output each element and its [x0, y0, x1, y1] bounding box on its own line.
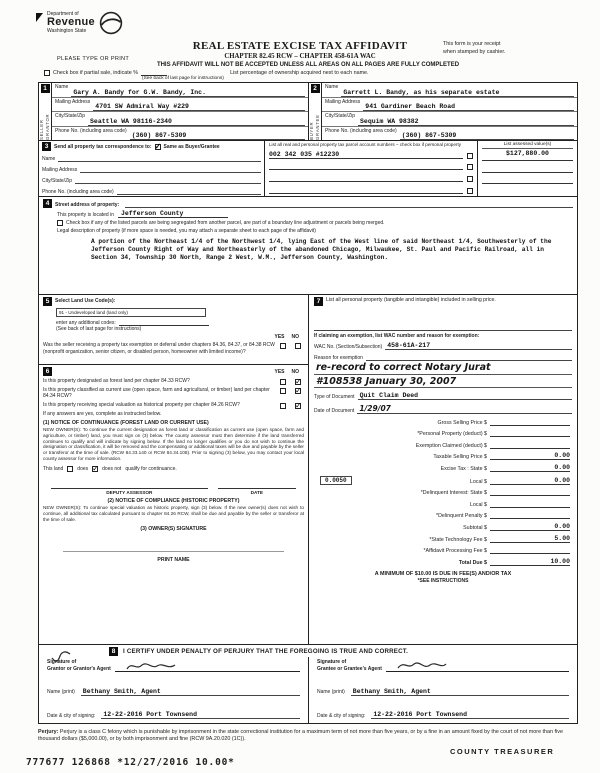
grantee-band-labels [309, 93, 321, 140]
personal-property-deduct-row: *Personal Property (deduct) $ [314, 429, 572, 437]
see-back-note-sec5: (See back of last page for instructions) [56, 326, 142, 332]
parcel-2-personal-checkbox[interactable] [467, 164, 473, 170]
partial-sale-percent-field[interactable] [141, 69, 167, 76]
logo-text [47, 11, 95, 34]
section-6-badge: 6 [43, 367, 52, 376]
section-5 [39, 295, 308, 365]
grantee-date-city-field[interactable]: 12-22-2016 Port Townsend [371, 711, 569, 719]
grantor-address-label: Mailing Address [55, 98, 91, 105]
continuance-does-checkbox[interactable] [67, 466, 73, 472]
grantee-band-grantee: GRANTEE [315, 114, 320, 140]
deputy-date-field[interactable] [218, 480, 296, 489]
notice-compliance-text: NEW OWNER(S): To continue special valuation as historic property, sign (3) below. If the new owner(s) does not wish to continue, all additional tax calculated pursuant to chapter 84.26 RCW, shall be due and payable by the seller or transferor at the time of sale. [43, 505, 304, 522]
section-2-grantee [308, 83, 577, 140]
forest-no-checkbox[interactable] [295, 379, 301, 385]
local-excise-tax-row: 0.0050 Local $ 0.00 [314, 476, 572, 485]
assessed-value-field-3[interactable] [482, 173, 573, 185]
parcel-row-1 [269, 148, 473, 160]
grantor-csz-field[interactable]: Seattle WA 98116-2340 [88, 118, 305, 126]
receipt-note-line-2: when stamped by cashier. [443, 48, 506, 55]
delinquent-interest-local-row: Local $ [314, 500, 572, 508]
land-use-select[interactable]: 91 - Undeveloped land (land only) [56, 308, 206, 317]
county-treasurer-label: COUNTY TREASURER [450, 747, 555, 756]
parcel-row-3 [269, 171, 473, 183]
middle-columns [39, 295, 577, 645]
historic-yes-checkbox[interactable] [280, 403, 286, 409]
this-land-label: This land [43, 466, 64, 472]
sec5-yes-label: YES [274, 334, 285, 341]
local-rate-field[interactable]: 0.0050 [320, 476, 352, 485]
grantor-address-row [52, 98, 308, 113]
exemption-intro-label: If claiming an exemption, list WAC number and reason for exemption: [314, 333, 480, 339]
grantor-printed-name-field[interactable]: Bethany Smith, Agent [81, 688, 300, 696]
segregated-checkbox[interactable] [57, 220, 63, 226]
minimum-due-note: A MINIMUM OF $10.00 IS DUE IN FEE(S) AND/OR TAX [374, 570, 512, 577]
segregated-label: Check box if any of the listed parcels are being segregated from another parcel, are part of a boundary line adjustment or parcels being merged. [66, 220, 385, 226]
correspondence-name-label: Name [42, 155, 56, 162]
delinquent-interest-state-field[interactable] [490, 488, 570, 496]
section-2-badge: 2 [311, 84, 320, 93]
grantee-phone-field[interactable]: (360) 867-5309 [400, 132, 574, 140]
wac-number-field[interactable]: 458-61A-217 [385, 342, 572, 350]
parcel-3-personal-checkbox[interactable] [467, 176, 473, 182]
deferral-yes-checkbox[interactable] [280, 343, 286, 349]
qualify-label: qualify for continuance. [125, 466, 177, 472]
parcel-row-4 [269, 183, 473, 195]
cashier-receipt-stamp: 777677 126868 *12/27/2016 10.00* [26, 757, 235, 768]
receipt-note [443, 41, 568, 56]
grantor-name-field[interactable]: Gary A. Bandy for G.W. Bandy, Inc. [71, 89, 305, 97]
partial-sale-checkbox[interactable] [44, 70, 50, 76]
parcel-number-field-2[interactable] [269, 162, 463, 170]
grantor-date-city-label: Date & city of signing: [47, 712, 96, 719]
document-type-label: Type of Document [314, 393, 355, 400]
additional-codes-field[interactable] [119, 319, 209, 326]
sec5-no-label: NO [291, 334, 299, 341]
correspondence-csz-label: City/State/Zip [42, 177, 73, 184]
certify-statement: I CERTIFY UNDER PENALTY OF PERJURY THAT THE FOREGOING IS TRUE AND CORRECT. [123, 648, 409, 655]
chapter-subtitle: CHAPTER 82.45 RCW – CHAPTER 458-61A WAC [224, 53, 376, 60]
parcel-row-2 [269, 160, 473, 172]
historic-question: Is this property receiving special valuation as historical property per chapter 84.26 RCW? [43, 401, 240, 408]
forest-land-question: Is this property designated as forest land per chapter 84.33 RCW? [43, 378, 190, 384]
delinquent-penalty-field[interactable] [490, 511, 570, 519]
dor-logo [36, 11, 123, 35]
if-yes-note: If any answers are yes, complete as instructed below. [43, 410, 162, 417]
page-title: REAL ESTATE EXCISE TAX AFFIDAVIT [192, 40, 408, 52]
parcel-number-field-4[interactable] [269, 186, 463, 194]
grantor-phone-label: Phone No. (including area code) [55, 127, 127, 134]
parcel-4-personal-checkbox[interactable] [467, 188, 473, 194]
additional-codes-label: enter any additional codes: [56, 319, 116, 326]
grantee-phone-row [322, 127, 577, 141]
total-due-row: Total Due $ 10.00 [458, 557, 570, 566]
exemption-block [314, 330, 572, 388]
grantee-date-city-label: Date & city of signing: [317, 712, 366, 719]
grantor-csz-label: City/State/Zip [55, 113, 86, 119]
state-technology-fee-field[interactable]: 5.00 [490, 535, 570, 543]
deferral-no-checkbox[interactable] [295, 343, 301, 349]
grantor-grantee-row [39, 83, 577, 141]
continuance-does-not-checkbox[interactable] [92, 466, 98, 472]
grantee-name-row [322, 83, 577, 98]
state-technology-fee-row: *State Technology Fee $ 5.00 [429, 534, 570, 543]
print-name-title: PRINT NAME [157, 556, 190, 563]
grantee-name-field[interactable]: Garrett L. Bandy, as his separate estate [341, 89, 574, 97]
please-type-note: PLEASE TYPE OR PRINT [57, 56, 130, 62]
grantee-address-label: Mailing Address [325, 98, 361, 105]
section-1-badge: 1 [41, 84, 50, 93]
state-excise-tax-field[interactable]: 0.00 [490, 464, 570, 472]
grantor-band-labels [39, 93, 51, 140]
current-use-yes-checkbox[interactable] [280, 388, 286, 394]
correspondence-address-row [42, 162, 261, 173]
gross-selling-price-field[interactable] [490, 418, 570, 426]
personal-property-label: List all personal property (tangible and intangible) included in selling price. [326, 297, 496, 303]
see-back-note-top: (See back of last page for instructions) [142, 76, 224, 81]
grantee-csz-row [322, 112, 577, 127]
warning-note: THIS AFFIDAVIT WILL NOT BE ACCEPTED UNLESS ALL AREAS ON ALL PAGES ARE FULLY COMPLETED [156, 62, 460, 68]
grantor-certification-column [39, 657, 308, 723]
grantor-signature-field[interactable] [115, 659, 300, 672]
section-3-badge: 3 [42, 142, 51, 151]
grantor-name-label: Name [55, 84, 69, 90]
section-8 [39, 645, 577, 723]
partial-sale-label: Check box if partial sale, indicate % [53, 70, 139, 76]
grantee-name-print-label: Name (print) [317, 689, 345, 696]
dor-emblem-icon [99, 11, 123, 35]
logo-dept-of: Department of [47, 11, 79, 17]
reason-for-exemption-field[interactable] [366, 353, 572, 361]
parcel-number-field-3[interactable] [269, 174, 463, 182]
correspondence-name-field[interactable] [58, 154, 261, 162]
section-8-badge: 8 [109, 647, 118, 656]
grantor-name-print-label: Name (print) [47, 689, 75, 696]
notice-continuance-title: (1) NOTICE OF CONTINUANCE (FOREST LAND OR CURRENT USE) [43, 419, 209, 426]
grantor-name-row [52, 83, 308, 98]
sec6-yes-no-header [52, 369, 304, 375]
taxable-selling-price-row: Taxable Selling Price $ 0.00 [433, 452, 570, 461]
notice-compliance-title: (2) NOTICE OF COMPLIANCE (HISTORIC PROPERTY) [107, 498, 240, 505]
grantee-certification-column [308, 657, 577, 723]
receipt-note-line-1: This form is your receipt [443, 41, 501, 47]
continuance-qualify-row [43, 466, 304, 472]
affidavit-form [38, 82, 578, 724]
assessed-value-field-1[interactable]: $127,880.00 [482, 149, 573, 161]
sec6-yes-label: YES [274, 368, 285, 375]
owner-signature-field[interactable] [63, 534, 284, 552]
assessed-value-field-4[interactable] [482, 184, 573, 195]
grantee-phone-label: Phone No. (including area code) [325, 127, 397, 134]
send-correspondence-label: Send all property tax correspondence to: [54, 143, 152, 150]
reason-for-exemption-label: Reason for exemption [314, 355, 363, 361]
correspondence-csz-row [42, 173, 261, 184]
forest-land-question-row [43, 378, 304, 385]
delinquent-interest-state-row: *Delinquent Interest: State $ [314, 488, 572, 496]
grantor-address-field[interactable]: 4701 SW Admiral Way #229 [93, 103, 305, 111]
grantor-band-seller: SELLER [38, 119, 44, 140]
grantor-band-grantor: GRANTOR [45, 113, 50, 140]
delinquent-interest-local-field[interactable] [490, 500, 570, 508]
legal-description-label: Legal description of property (if more space is needed, you may attach a separate sheet to each page of the affidavit) [57, 228, 316, 235]
located-in-label: This property is located in [57, 211, 114, 218]
correspondence-phone-row [42, 184, 261, 195]
reason-handwritten-line-2[interactable]: #108538 January 30, 2007 [314, 375, 572, 388]
grantee-address-row [322, 98, 577, 113]
correspondence-csz-field[interactable] [75, 176, 261, 184]
document-date-field[interactable]: 1/29/07 [357, 404, 572, 414]
deputy-date-label: DATE [250, 490, 264, 496]
grantee-address-field[interactable]: 941 Gardiner Beach Road [363, 103, 574, 111]
document-type-field[interactable]: Quit Claim Deed [358, 392, 572, 400]
grantor-band [39, 83, 52, 140]
grantor-phone-field[interactable]: (360) 867-5309 [130, 132, 305, 140]
deputy-assessor-label: DEPUTY ASSESSOR [106, 490, 153, 496]
grantee-signature-label: Signature of Grantee or Grantee's Agent [317, 659, 382, 672]
current-use-question-row [43, 387, 304, 400]
notice-continuance-text: NEW OWNER(S): To continue the current designation as forest land or classification as current use (open space, farm and agriculture, or timber) land, you must sign on (3) below. The county assessor must then determine if the land transferred continues to qualify and will indicate by signing below. If the land no longer qualifies or you do not wish to continue the designation or classification, it will be removed and the compensating or additional taxes will be due and payable by the seller or transferor at the time of sale. (RCW 84.33.140 or RCW 84.34.108). Prior to signing (3) below, you may contact your local county assessor for more information. [43, 426, 304, 462]
correspondence-phone-field[interactable] [117, 187, 261, 195]
logo-revenue: Revenue [47, 16, 95, 28]
sec6-no-label: NO [291, 368, 299, 375]
street-address-field[interactable] [125, 200, 573, 208]
section-4-badge: 4 [43, 199, 52, 208]
forest-yes-checkbox[interactable] [280, 379, 286, 385]
sec5-yes-no-header [43, 334, 304, 340]
ownership-note: List percentage of ownership acquired next to each name. [230, 70, 369, 76]
form-title-block [150, 40, 450, 60]
historic-no-checkbox[interactable] [295, 403, 301, 409]
correspondence-address-field[interactable] [80, 165, 261, 173]
owners-signature-title: (3) OWNER(S) SIGNATURE [140, 525, 207, 532]
logo-state: Washington State [47, 28, 87, 34]
same-as-buyer-label: Same as Buyer/Grantee [163, 143, 220, 150]
grantee-signature-ink [396, 659, 448, 673]
exemption-claimed-row: Exemption Claimed (deduct) $ [314, 441, 572, 449]
grantee-band [309, 83, 322, 140]
section-1-grantor [39, 83, 308, 140]
grantee-signature-field[interactable] [386, 659, 569, 672]
deputy-signature-row [43, 480, 304, 489]
current-use-question: Is this property classified as current use (open space, farm and agricultural, or timber) land per chapter 84.34 RCW? [43, 387, 270, 400]
logo-flag-icon [36, 13, 43, 22]
grantee-printed-name-field[interactable]: Bethany Smith, Agent [351, 688, 569, 696]
section-3 [39, 141, 577, 197]
grantor-date-city-field[interactable]: 12-22-2016 Port Townsend [101, 711, 300, 719]
deferral-question-row [43, 342, 304, 355]
does-not-label: does not [102, 466, 122, 472]
same-as-buyer-checkbox[interactable] [155, 144, 161, 150]
personal-property-field[interactable] [314, 306, 572, 330]
land-use-label: Select Land Use Code(s): [55, 298, 116, 305]
personal-property-deduct-field[interactable] [490, 429, 570, 437]
see-instructions-note: *SEE INSTRUCTIONS [417, 577, 469, 584]
correspondence-phone-label: Phone No. (including area code) [42, 188, 114, 195]
total-due-field[interactable]: 10.00 [490, 558, 570, 566]
taxable-selling-price-field[interactable]: 0.00 [490, 452, 570, 460]
grantor-phone-row [52, 127, 308, 141]
parcel-number-field-1[interactable]: 002 342 035 #12230 [269, 151, 463, 159]
pen-checkmark-ink [50, 648, 72, 666]
subtotal-row: Subtotal $ 0.00 [463, 522, 570, 531]
street-address-label: Street address of property: [55, 201, 120, 208]
deferral-question-text: Was the seller receiving a property tax exemption or deferral under chapters 84.36, 84.37, or 84.38 RCW (nonprofit organization, senior citizen, or disabled person, homeowner with limited income)? [43, 342, 275, 355]
section-6 [39, 365, 308, 644]
reason-handwritten-line-1[interactable]: re-record to correct Notary Jurat [314, 361, 572, 374]
assessed-value-field-2[interactable] [482, 161, 573, 173]
perjury-note [38, 729, 578, 744]
parcel-1-personal-checkbox[interactable] [467, 153, 473, 159]
county-field[interactable]: Jefferson County [118, 210, 228, 218]
section-7-badge: 7 [314, 297, 323, 306]
document-date-label: Date of Document [314, 407, 355, 414]
section-7 [309, 295, 577, 644]
historic-question-row [43, 402, 304, 409]
grantee-csz-field[interactable]: Sequim WA 98382 [358, 118, 574, 126]
section-5-badge: 5 [43, 297, 52, 306]
correspondence-address-label: Mailing Address [42, 166, 78, 173]
grantee-csz-label: City/State/Zip [325, 113, 356, 119]
perjury-lead: Perjury: [38, 729, 59, 735]
affidavit-processing-fee-row: *Affidavit Processing Fee $ [314, 546, 572, 554]
parcel-numbers-header: List all real and personal property tax parcel account numbers – check box if personal property [269, 142, 462, 147]
current-use-no-checkbox[interactable] [295, 388, 301, 394]
correspondence-name-row [42, 151, 261, 162]
perjury-text: Perjury is a class C felony which is punishable by imprisonment in the state correctional institution for a maximum term of not more than five years, or by a fine in an amount fixed by the court of not more than five thousand dollars ($5,000.00), or by both imprisonment and fine (RCW 9A.20.020 (1C)). [38, 729, 563, 743]
state-excise-tax-row: Excise Tax : State $ 0.00 [440, 464, 570, 472]
deputy-assessor-signature-field[interactable] [51, 480, 208, 489]
local-excise-tax-field[interactable]: 0.00 [490, 477, 570, 485]
grantee-band-buyer: BUYER [308, 121, 314, 140]
section-4 [39, 197, 577, 295]
grantor-signature-ink [125, 659, 177, 673]
wac-number-label: WAC No. (Section/Subsection) [314, 344, 383, 350]
exemption-claimed-field[interactable] [490, 441, 570, 449]
affidavit-processing-fee-field[interactable] [490, 546, 570, 554]
assessed-values-header: List assessed value(s) [482, 142, 573, 149]
delinquent-penalty-row: *Delinquent Penalty $ [314, 511, 572, 519]
deputy-signature-labels [43, 490, 304, 495]
grantor-csz-row [52, 112, 308, 127]
grantee-name-label: Name [325, 84, 339, 90]
partial-sale-row [44, 69, 572, 76]
legal-description-field[interactable]: A portion of the Northeast 1/4 of the Northwest 1/4, lying East of the West line of said Northeast 1/4, Southwesterly of the Jefferson County Right of Way and Northeasterly of the abandoned Chicago, Milwaukee, St. Paul and Pacific Railroad, all in Section 34, Township 30 North, Range 2 West, W.M., Jefferson County, Washington. [91, 237, 552, 261]
does-label: does [77, 466, 89, 472]
grantor-signature-label: Signature of Grantor or Grantor's Agent [47, 659, 111, 672]
subtotal-field[interactable]: 0.00 [490, 523, 570, 531]
gross-selling-price-row: Gross Selling Price $ [314, 418, 572, 426]
